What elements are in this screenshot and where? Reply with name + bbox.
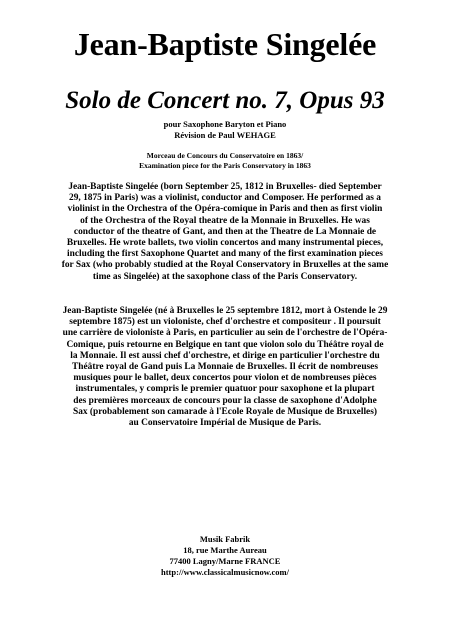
publisher-name: Musik Fabrik <box>199 534 251 544</box>
biography-french <box>30 306 420 429</box>
biography-line: time as Singelée) at the saxophone class of the Paris Conservatory. <box>92 271 358 282</box>
publisher-url: http://www.classicalmusicnow.com/ <box>161 567 289 577</box>
publisher-street: 18, rue Marthe Aureau <box>183 545 267 555</box>
biography-line: Jean-Baptiste Singelée (born September 25, 1812 in Bruxelles- died September <box>68 182 382 192</box>
biography-line: musiques pour le ballet, deux concertos pour violon et de nombreuses pièces <box>73 373 377 384</box>
biography-line: Théâtre royal de Gand puis La Monnaie de Bruxelles. Il écrit de nombreuses <box>72 362 378 373</box>
biography-line: for Sax (who probably studied at the Royal Conservatory in Bruxelles at the same <box>61 260 389 271</box>
biography-line: instrumentales, y compris le premier quatuor pour saxophone et la plupart <box>75 384 375 395</box>
biography-line: Sax (probablement son camarade à l'Ecole Royale de Musique de Bruxelles) <box>73 406 377 417</box>
biography-line: of the Orchestra of the Royal theatre de la Monnaie in Bruxelles. He was <box>80 215 370 226</box>
work-title: Solo de Concert no. 7, Opus 93 <box>65 87 385 114</box>
publisher-block <box>0 534 450 578</box>
biography-line: Comique, puis retourne en Belgique en tant que violon solo du Théâtre royal de <box>66 339 384 350</box>
biography-line: des premières morceaux de concours pour la classe de saxophone d'Adolphe <box>73 395 377 406</box>
biography-line: septembre 1875) est un violoniste, chef d'orchestre et compositeur . Il poursuit <box>69 317 381 328</box>
biography-line: 29, 1875 in Paris) was a violinist, conductor and Composer. He performed as a <box>69 193 381 204</box>
biography-line: au Conservatoire Impérial de Musique de Paris. <box>128 418 322 429</box>
biography-english <box>30 182 420 283</box>
instrumentation: pour Saxophone Baryton et Piano <box>163 119 287 129</box>
revision-credit: Révision de Paul WEHAGE <box>174 130 276 140</box>
biography-line: violinist in the Orchestra of the Opéra-comique in Paris and then as first violin <box>67 204 383 215</box>
concours-note-en: Examination piece for the Paris Conservatory in 1863 <box>139 161 311 170</box>
composer-name: Jean-Baptiste Singelée <box>73 26 377 62</box>
biography-line: la Monnaie. Il est aussi chef d'orchestre, et dirige en particulier l'orchestre du <box>70 350 380 361</box>
biography-line: Bruxelles. He wrote ballets, two violin concertos and many instrumental pieces, <box>66 238 384 249</box>
biography-line: une carrière de violoniste à Paris, en particulier au sein de l'orchestre de l'Opéra- <box>62 328 388 339</box>
biography-line: conductor of the theatre of Gant, and then at the Theatre de La Monnaie de <box>73 226 377 237</box>
publisher-city: 77400 Lagny/Marne FRANCE <box>169 556 281 566</box>
concours-note-fr: Morceau de Concours du Conservatoire en 1863/ <box>146 151 304 160</box>
biography-line: including the first Saxophone Quartet and many of the first examination pieces <box>67 249 383 260</box>
biography-line: Jean-Baptiste Singelée (né à Bruxelles le 25 septembre 1812, mort à Ostende le 29 <box>62 306 388 316</box>
